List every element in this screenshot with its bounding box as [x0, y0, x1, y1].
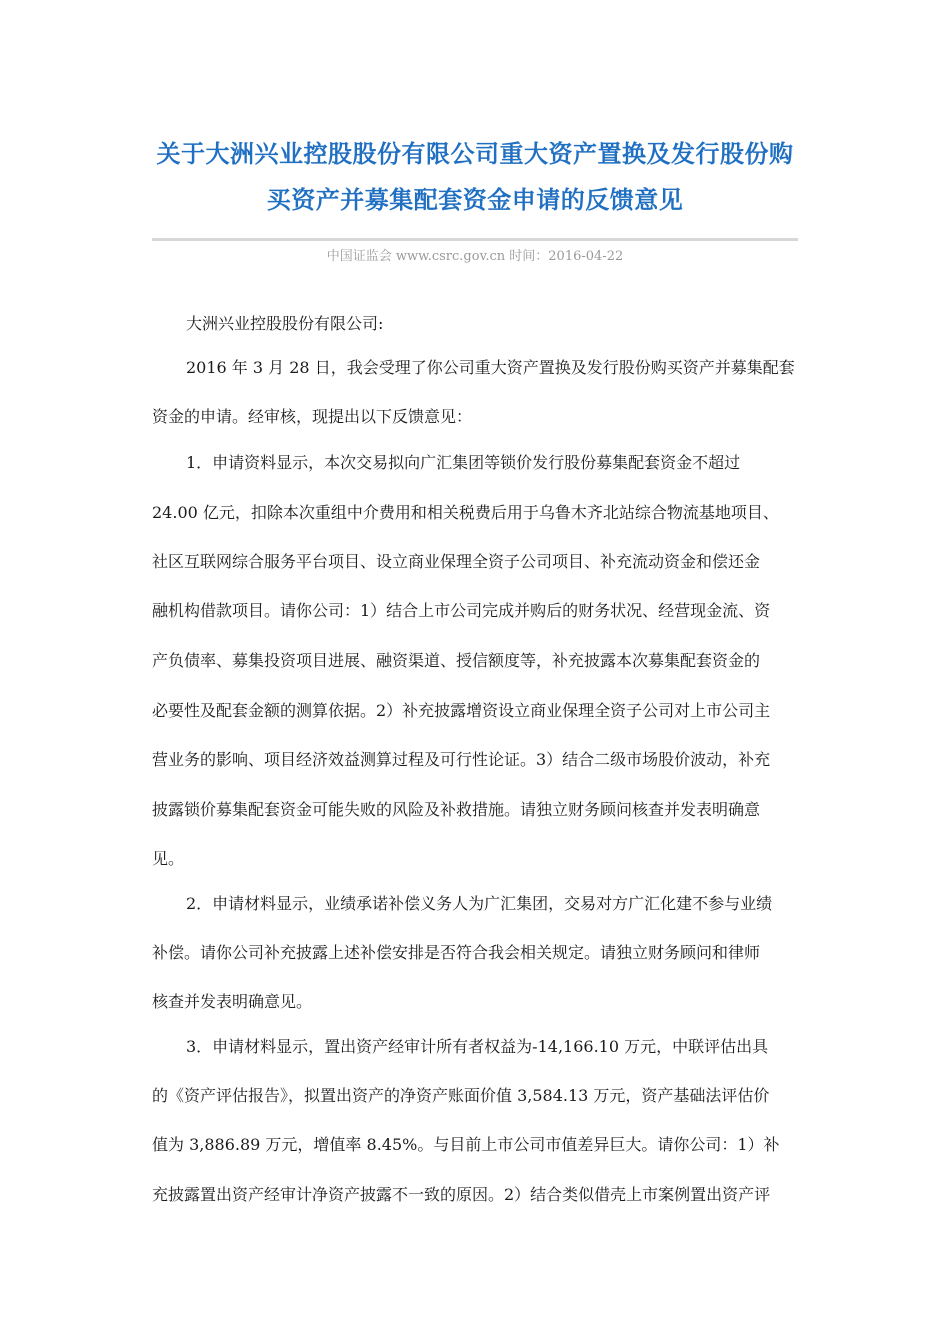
body-line: 充披露置出资产经审计净资产披露不一致的原因。2）结合类似借壳上市案例置出资产评 [152, 1185, 771, 1204]
body-line: 2．申请材料显示，业绩承诺补偿义务人为广汇集团，交易对方广汇化建不参与业绩 [186, 894, 773, 913]
body-line: 值为 3,886.89 万元，增值率 8.45%。与目前上市公司市值差异巨大。请你公司：1）补 [152, 1135, 780, 1154]
body-line: 2016 年 3 月 28 日，我会受理了你公司重大资产置换及发行股份购买资产并募集配套 [186, 358, 795, 377]
document-title-line-1: 关于大洲兴业控股股份有限公司重大资产置换及发行股份购 [156, 140, 794, 168]
title-divider [152, 238, 798, 241]
source-and-date: 中国证监会 www.csrc.gov.cn 时间：2016-04-22 [326, 249, 624, 264]
body-line: 披露锁价募集配套资金可能失败的风险及补救措施。请独立财务顾问核查并发表明确意 [152, 800, 761, 819]
body-line: 必要性及配套金额的测算依据。2）补充披露增资设立商业保理全资子公司对上市公司主 [152, 701, 771, 720]
body-line: 3．申请材料显示，置出资产经审计所有者权益为-14,166.10 万元，中联评估出具 [186, 1037, 769, 1056]
body-line: 营业务的影响、项目经济效益测算过程及可行性论证。3）结合二级市场股价波动，补充 [152, 750, 771, 769]
document-title-line-2: 买资产并募集配套资金申请的反馈意见 [266, 186, 684, 214]
body-line: 社区互联网综合服务平台项目、设立商业保理全资子公司项目、补充流动资金和偿还金 [152, 552, 761, 571]
body-line: 融机构借款项目。请你公司：1）结合上市公司完成并购后的财务状况、经营现金流、资 [152, 601, 771, 620]
body-line: 核查并发表明确意见。 [152, 992, 313, 1011]
body-line: 的《资产评估报告》，拟置出资产的净资产账面价值 3,584.13 万元，资产基础法评估价 [152, 1086, 770, 1105]
body-line: 1．申请资料显示，本次交易拟向广汇集团等锁价发行股份募集配套资金不超过 [186, 453, 741, 472]
body-line: 产负债率、募集投资项目进展、融资渠道、授信额度等，补充披露本次募集配套资金的 [152, 651, 761, 670]
body-line: 资金的申请。经审核，现提出以下反馈意见： [152, 407, 473, 426]
addressee: 大洲兴业控股股份有限公司: [186, 314, 384, 333]
body-line: 见。 [152, 849, 185, 868]
body-line: 24.00 亿元，扣除本次重组中介费用和相关税费后用于乌鲁木齐北站综合物流基地项目、 [152, 503, 779, 522]
body-line: 补偿。请你公司补充披露上述补偿安排是否符合我会相关规定。请独立财务顾问和律师 [152, 943, 761, 962]
